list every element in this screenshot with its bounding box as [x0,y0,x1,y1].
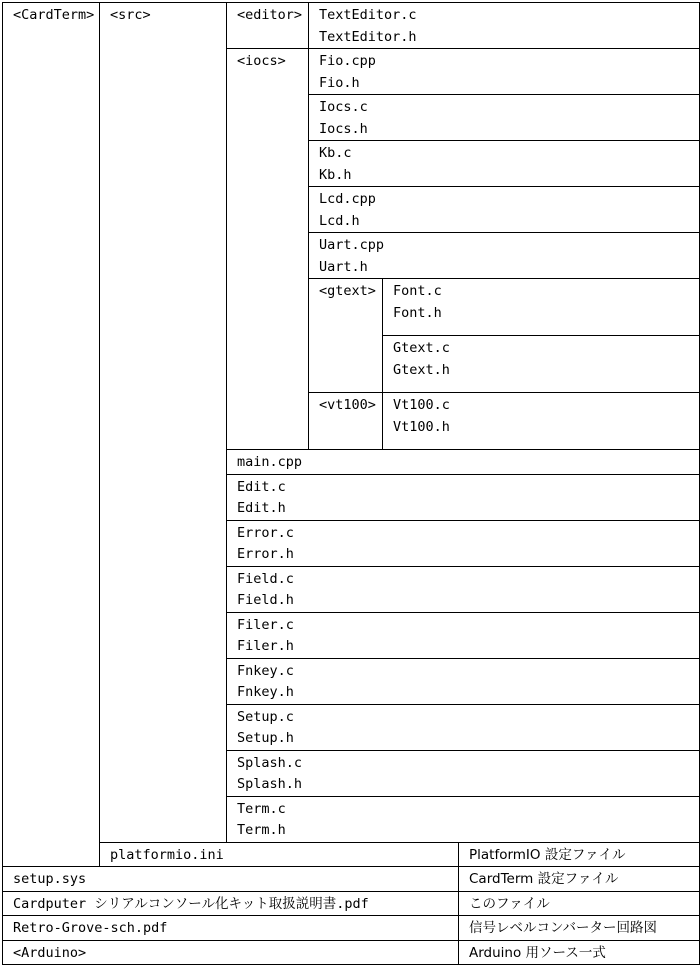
dir-src: <src> [100,3,227,843]
file-name: Term.c [237,800,286,817]
file-name: Splash.c [237,754,303,771]
file-cell [383,279,700,336]
file-name: Iocs.h [319,120,368,137]
file-cell [227,612,700,658]
file-cell [309,141,700,187]
file-name: Retro-Grove-sch.pdf [13,920,168,936]
file-name: Setup.h [237,730,294,746]
file-name: Fnkey.h [237,684,294,700]
file-description: PlatformIO 設定ファイル [459,842,700,867]
file-name: Gtext.h [393,361,450,378]
file-tree-table [2,2,700,965]
file-cell [227,658,700,704]
file-cell [227,704,700,750]
file-cell [3,867,459,892]
file-cell [227,750,700,796]
file-name: Field.h [237,592,294,608]
file-name: Gtext.c [393,340,450,356]
file-name: Kb.h [319,166,352,183]
file-name: Font.h [393,304,442,321]
file-name: Vt100.c [393,397,450,413]
file-cell [227,566,700,612]
file-description: CardTerm 設定ファイル [459,867,700,892]
file-name: Error.c [237,524,294,541]
dir-gtext: <gtext> [309,279,383,393]
file-name: Error.h [237,546,294,562]
file-name: Uart.cpp [319,237,385,253]
dir-vt100: <vt100> [309,393,383,450]
tree-row [3,891,700,916]
file-cell [383,393,700,450]
file-name: Field.c [237,570,294,587]
file-name: Edit.c [237,478,286,495]
file-name: TextEditor.h [319,28,417,45]
file-cell [3,940,459,965]
tree-row [3,916,700,941]
file-name: Uart.h [319,258,368,275]
file-name: Font.c [393,283,442,299]
file-description: 信号レベルコンバーター回路図 [459,916,700,941]
file-cell [227,796,700,842]
tree-row [3,867,700,892]
file-name: <Arduino> [13,944,87,961]
file-name: Lcd.cpp [319,191,376,207]
file-cell [309,3,700,49]
file-cell [309,95,700,141]
tree-row [3,940,700,965]
file-cell [3,916,459,941]
file-name: Setup.c [237,708,294,725]
file-name: Term.h [237,822,286,838]
dir-cardterm: <CardTerm> [3,3,100,867]
file-cell [309,187,700,233]
file-name: Iocs.c [319,99,368,115]
file-name: Vt100.h [393,418,450,435]
file-cell [100,842,459,867]
file-name: Filer.h [237,638,294,654]
file-cell [309,233,700,279]
file-cell [309,49,700,95]
file-name: main.cpp [237,454,303,470]
file-name: Lcd.h [319,212,360,229]
file-name: Cardputer シリアルコンソール化キット取扱説明書.pdf [13,895,369,912]
file-cell [227,450,700,475]
file-name: Kb.c [319,145,352,161]
tree-row [3,3,700,49]
file-name: TextEditor.c [319,7,417,23]
file-cell [227,474,700,520]
dir-editor: <editor> [227,3,309,49]
file-name: Edit.h [237,500,286,516]
file-cell [227,520,700,566]
file-name: Filer.c [237,616,294,633]
file-cell [3,891,459,916]
file-name: Fio.h [319,74,360,91]
file-description: Arduino 用ソース一式 [459,940,700,965]
file-description: このファイル [459,891,700,916]
tree-row [3,842,700,867]
dir-iocs: <iocs> [227,49,309,450]
file-name: Fio.cpp [319,53,376,69]
file-name: setup.sys [13,871,87,887]
file-name: Splash.h [237,776,303,792]
file-cell [383,336,700,393]
file-name: platformio.ini [110,846,224,863]
file-name: Fnkey.c [237,662,294,679]
